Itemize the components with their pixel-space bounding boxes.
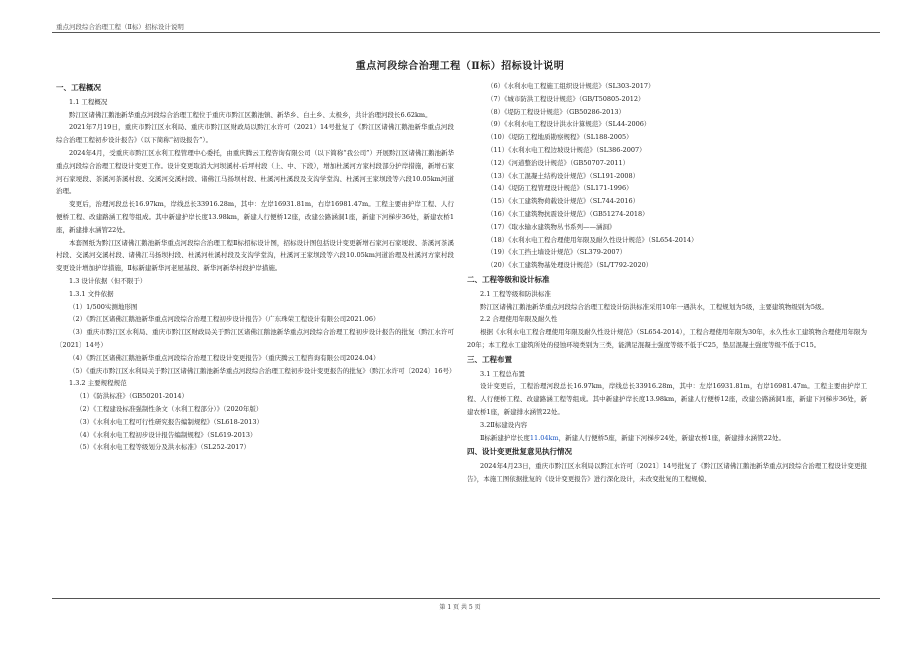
list-item: （2）《黔江区诸佛江鹅池新华重点河段综合治理工程初步设计报告》（广东珠荣工程设计有限公司2021.06） [69,315,380,324]
list-item: （3）重庆市黔江区水利局、重庆市黔江区财政局关于黔江区诸佛江鹅池新华重点河段综合治理工程初步设计报告的批复（黔江水许可〔2021〕14号） [56,328,454,349]
list-item: （4）《水利水电工程初步设计报告编制规程》（SL619-2013） [76,430,257,439]
list-item: （11）《水利水电工程边坡设计规范》（SL386-2007） [487,145,646,154]
list-item: （8）《堤防工程设计规范》（GB50286-2013） [487,107,626,116]
paragraph: 本套图纸为黔江区诸佛江鹅池新华重点河段综合治理工程Ⅱ标招标设计图，招标设计图包括设计变更新增石家河石家埂段、茶溪河茶溪村段、交溪河交溪村段、诸佛江马扬坝村段、杜溪河杜溪村段及支沟学堂沟，杜溪河王家坝段等六段10.05km河道治理及杜溪河方家村段变更设计增加护岸措施，Ⅱ标新建新华河老屋基段、新华河新华村段护岸措施。 [56,238,454,273]
paragraph: 根据《水利水电工程合理使用年限及耐久性设计规范》（SL654-2014），工程合理使用年限为30年，永久性水工建筑物合理使用年限为20年；本工程水工建筑所处的侵蚀环境类别为三类，能满足混凝土强度等级不低于C25，垫层混凝土强度等级不低于C15。 [467,328,867,349]
list-item: （18）《水利水电工程合理使用年限及耐久性设计规范》（SL654-2014） [487,235,698,244]
subsection-heading: 2.1 工程等级和防洪标准 [480,289,551,298]
paragraph: 变更后，治理河段总长16.97km，岸线总长33916.28m，其中：左岸16931.81m，右岸16981.47m。工程主要由护岸工程、人行便桥工程、改建路涵工程等组成。其中新建护岸长度13.98km，新建人行便桥12座，改建公路涵洞1座，新建下河梯步36处，新建农桥1座，新建排水涵管22处。 [56,200,454,234]
list-item: （16）《水工建筑物抗震设计规范》（GB51274-2018） [487,209,649,218]
section-heading-overview: 一、工程概况 [56,83,101,92]
list-item: （1）1/500实测地形图 [69,302,138,311]
list-item: （20）《水工建筑物基处理设计规范》（SL/T792-2020） [487,261,653,270]
list-item: （13）《水工混凝土结构设计规范》（SL191-2008） [487,171,640,180]
subsection-heading: 3.1 工程总布置 [480,369,525,378]
subsection-heading: 1.3 设计依据（但不限于） [69,276,147,285]
subsubsection-heading: 1.3.2 主要规程规范 [69,379,127,388]
header-divider [52,32,880,33]
list-item: （1）《防洪标准》（GB50201-2014） [76,392,189,401]
list-item: （12）《河道整治设计规范》（GB50707-2011） [487,158,630,167]
paragraph: 设计变更后，工程治理河段总长16.97km，岸线总长33916.28m，其中：左岸16931.81m，右岸16981.47m。工程主要由护岸工程、人行便桥工程、改建路涵工程等组成。其中新建护岸长度13.98km，新建人行便桥12座，改建公路涵洞1座，新建下河梯步36处，新建农桥1座，新建排水涵管22处。 [467,382,867,416]
subsection-heading: 1.1 工程概况 [69,97,108,106]
list-item: （4）《黔江区诸佛江鹅池新华重点河段综合治理工程设计变更报告》（重庆腾云工程咨询有限公司2024.04） [69,353,380,362]
list-item: （7）《城市防洪工程设计规范》（GB/T50805-2012） [487,94,645,103]
section-heading-grade: 二、工程等级和设计标准 [467,274,550,284]
list-item: （10）《堤防工程地质勘察规程》（SL188-2005） [487,133,633,142]
left-column [56,80,454,454]
page-header: 重点河段综合治理工程（Ⅱ标）招标设计说明 [56,23,184,31]
highlight-value: 11.04km [529,433,559,442]
list-item: （3）《水利水电工程可行性研究报告编制规程》（SL618-2013） [76,417,264,426]
paragraph-text: Ⅱ标新建护岸长度 [480,433,530,442]
paragraph: 黔江区诸佛江鹅池新华重点河段综合治理工程位于重庆市黔江区鹅池镇、新华乡、白土乡、太极乡，共计治理河段长6.62km。 [69,110,432,119]
page-number: 第 1 页 共 5 页 [439,604,481,611]
list-item: （14）《堤防工程管理设计规范》（SL171-1996） [487,184,633,193]
list-item: （15）《水工建筑物荷载设计规范》（SL744-2016） [487,197,640,206]
paragraph: 黔江区诸佛江鹅池新华重点河段综合治理工程设计防洪标准采用10年一遇洪水，工程规划为5级，主要建筑物级别为5级。 [480,302,829,311]
document-title: 重点河段综合治理工程（Ⅱ标）招标设计说明 [355,61,565,72]
list-item: （19）《水工挡土墙设计规范》（SL379-2007） [487,248,627,257]
paragraph: 2024年4月，受重庆市黔江区水利工程管理中心委托，由重庆腾云工程咨询有限公司（以下简称“我公司”）开展黔江区诸佛江鹅池新华重点河段综合治理工程设计变更工作。设计变更取消大河坝溪村-后坪村段（上、中、下段），增加杜溪河方家村段部分护岸措施，新增石家河石家埂段、茶溪河茶溪村段、交溪河交溪村段、诸佛江马扬坝村段、杜溪河杜溪段及支沟学堂沟、杜溪河王家坝段等六段10.05km河道治理。 [56,148,454,196]
list-item: （17）《取水输水建筑物丛书系列——涵洞》 [487,222,616,231]
right-column [467,80,867,486]
subsection-heading: 3.2Ⅱ标建设内容 [480,420,528,429]
list-item: （2）《工程建设标准强制性条文（水利工程部分）》（2020年版） [76,404,263,413]
paragraph: 2021年7月19日，重庆市黔江区水利局、重庆市黔江区财政局以黔江水许可（2021）14号批复了《黔江区诸佛江鹅池新华重点河段综合治理工程初步设计报告》（以下简称“初设报告”）。 [56,123,454,145]
list-item: （5）《重庆市黔江区水利局关于黔江区诸佛江鹅池新华重点河段综合治理工程初步设计变更报告的批复》（黔江水许可〔2024〕16号） [69,366,456,375]
paragraph-text: ，新建人行便桥5座，新建下河梯步24处，新建农桥1座，新建排水涵管22处。 [558,433,785,442]
paragraph: 2024年4月23日，重庆市黔江区水利局以黔江水许可〔2021〕14号批复了《黔江区诸佛江鹅池新华重点河段综合治理工程设计变更报告》，本施工图依据批复的《设计变更报告》进行深化设计，未改变批复的工程规模、 [467,462,867,483]
subsection-heading: 2.2 合理使用年限及耐久性 [480,315,558,324]
paragraph [467,432,867,445]
list-item: （5）《水利水电工程等级划分及洪水标准》（SL252-2017） [76,443,251,452]
section-heading-approval: 四、设计变更批复意见执行情况 [467,447,572,457]
subsubsection-heading: 1.3.1 文件依据 [69,289,114,298]
list-item: （6）《水利水电工程施工组织设计规范》（SL303-2017） [487,82,655,90]
footer-divider [52,598,880,599]
section-heading-layout: 三、工程布置 [467,354,512,364]
list-item: （9）《水利水电工程设计洪水计算规范》（SL44-2006） [487,120,651,129]
